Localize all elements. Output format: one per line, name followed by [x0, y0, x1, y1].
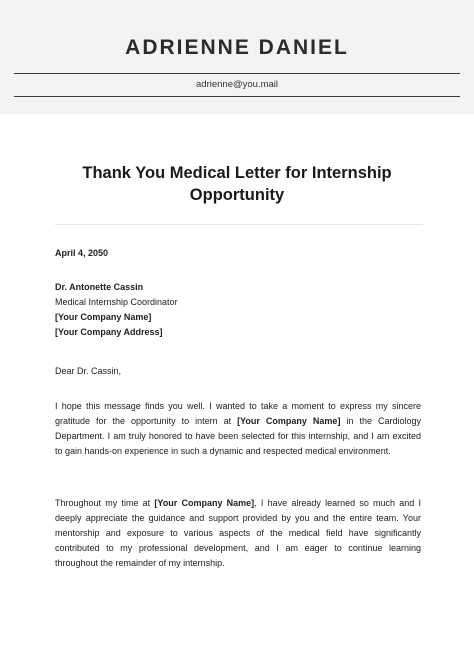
- paragraph-1-text-a: I hope this message finds you well. I wanted to take a moment to express my sincere gratitude for the opportunity to intern at: [55, 401, 421, 426]
- sender-name: ADRIENNE DANIEL: [125, 36, 349, 59]
- paragraph-1-text-b: in the Cardiology Department. I am truly honored to have been selected for this internship, and I am excited to gain hands-on experience in such a dynamic and respected medical environment.: [55, 416, 421, 456]
- paragraph-2-text-a: Throughout my time at: [55, 498, 155, 508]
- header-rule-top: [14, 73, 460, 74]
- title-divider: [55, 224, 423, 225]
- paragraph-2: [55, 496, 421, 571]
- sender-email: adrienne@you.mail: [196, 79, 278, 90]
- recipient-block: [55, 280, 178, 340]
- letter-date: April 4, 2050: [55, 248, 109, 258]
- recipient-address: [Your Company Address]: [55, 327, 163, 337]
- paragraph-2-company: [Your Company Name]: [154, 498, 255, 508]
- salutation: Dear Dr. Cassin,: [55, 366, 122, 376]
- paragraph-2-text-b: , I have already learned so much and I deeply appreciate the guidance and support provided by you and the entire team. Your mentorship and exposure to various aspects of the medical field have significantly contributed to my professional development, and I am eager to continue learning throughout the remainder of my internship.: [55, 498, 421, 568]
- paragraph-1-company: [Your Company Name]: [237, 416, 341, 426]
- recipient-name: Dr. Antonette Cassin: [55, 282, 144, 292]
- header-rule-bottom: [14, 96, 460, 97]
- paragraph-1: [55, 399, 421, 459]
- recipient-company: [Your Company Name]: [55, 312, 152, 322]
- letter-title: Thank You Medical Letter for Internship Opportunity: [82, 164, 392, 204]
- letterhead: [0, 0, 474, 114]
- recipient-position: Medical Internship Coordinator: [55, 297, 178, 307]
